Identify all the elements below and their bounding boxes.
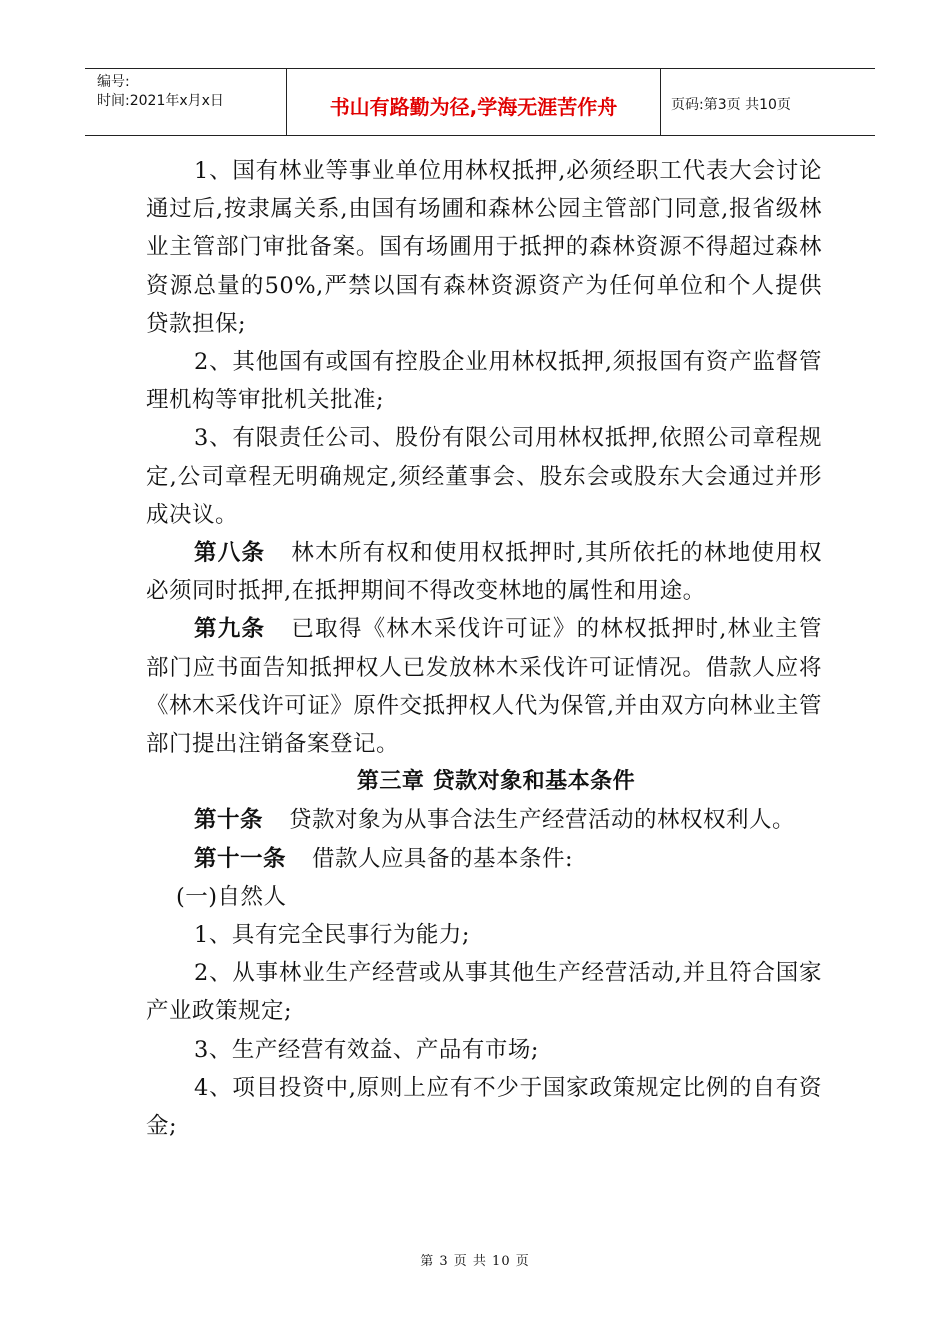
document-time-label: 时间:2021年x月x日 (97, 93, 224, 109)
article-10 (146, 801, 822, 839)
condition-4: 4、项目投资中,原则上应有不少于国家政策规定比例的自有资金; (146, 1074, 822, 1140)
document-number-label: 编号: (97, 74, 130, 90)
article-8 (146, 534, 822, 610)
condition-1: 1、具有完全民事行为能力; (194, 922, 470, 949)
article-10-text: 贷款对象为从事合法生产经营活动的林权权利人。 (289, 807, 796, 834)
condition-3: 3、生产经营有效益、产品有市场; (194, 1036, 539, 1063)
condition-2: 2、从事林业生产经营或从事其他生产经营活动,并且符合国家产业政策规定; (146, 960, 822, 1025)
header-motto: 书山有路勤为径,学海无涯苦作舟 (287, 69, 661, 135)
paragraph-clause-2: 2、其他国有或国有控股企业用林权抵押,须报国有资产监督管理机构等审批机关批准; (146, 349, 822, 414)
article-9-number: 第九条 (194, 616, 266, 643)
article-8-text: 林木所有权和使用权抵押时,其所依托的林地使用权必须同时抵押,在抵押期间不得改变林地的属性和用途。 (146, 540, 822, 605)
article-9 (146, 610, 822, 763)
paragraph-clause-3: 3、有限责任公司、股份有限公司用林权抵押,依照公司章程规定,公司章程无明确规定,须经董事会、股东会或股东大会通过并形成决议。 (146, 425, 822, 528)
article-10-number: 第十条 (194, 807, 264, 834)
page-header (85, 68, 875, 136)
paragraph-clause-1: 1、国有林业等事业单位用林权抵押,必须经职工代表大会讨论通过后,按隶属关系,由国有场圃和森林公园主管部门同意,报省级林业主管部门审批备案。国有场圃用于抵押的森林资源不得超过森林资源总量的50%,严禁以国有森林资源资产为任何单位和个人提供贷款担保; (146, 158, 822, 337)
article-11-number: 第十一条 (194, 845, 287, 872)
header-meta-cell (85, 69, 287, 135)
article-9-text: 已取得《林木采伐许可证》的林权抵押时,林业主管部门应书面告知抵押权人已发放林木采伐许可证情况。借款人应将《林木采伐许可证》原件交抵押权人代为保管,并由双方向林业主管部门提出注销备案登记。 (146, 616, 822, 758)
subsection-natural-person: (一)自然人 (176, 883, 287, 910)
header-page-number: 页码:第3页 共10页 (671, 97, 791, 113)
page-footer: 第 3 页 共 10 页 (420, 1254, 530, 1269)
document-body (146, 152, 822, 1145)
article-11-text: 借款人应具备的基本条件: (312, 845, 574, 872)
article-8-number: 第八条 (194, 540, 266, 567)
chapter-heading: 第三章 贷款对象和基本条件 (356, 769, 636, 795)
article-11 (146, 840, 822, 878)
